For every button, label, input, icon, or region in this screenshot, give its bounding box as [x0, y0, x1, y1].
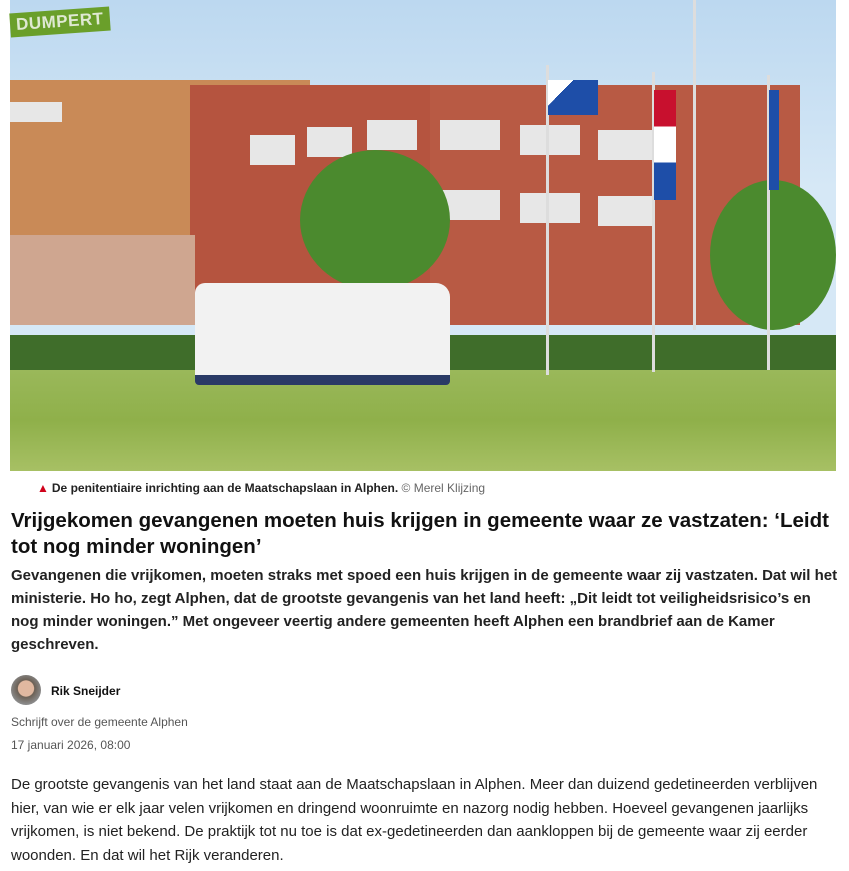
prison-van — [195, 283, 450, 385]
dumpert-logo[interactable]: DUMPERT — [9, 7, 110, 38]
window — [440, 120, 500, 150]
photo-credit: © Merel Klijzing — [401, 481, 486, 495]
caption-text: De penitentiaire inrichting aan de Maatschapslaan in Alphen. — [51, 481, 399, 495]
article-body: De grootste gevangenis van het land staat aan de Maatschapslaan in Alphen. Meer dan duizend gedetineerden verblijven hier, van wie er elk jaar velen vrijkomen en dringend woonruimte en nazorg nodig hebben. Hoeveel gevangenen jaarlijks vrijkomen, is niet bekend. De praktijk tot nu toe is dat ex-gedetineerden dan aankloppen bij de gemeente waar zij eerder woonden. En dat wil het Rijk veranderen. — [11, 776, 818, 864]
flag — [548, 80, 598, 115]
tree — [300, 150, 450, 290]
flag — [769, 90, 779, 190]
article-intro: Gevangenen die vrijkomen, moeten straks met spoed een huis krijgen in de gemeente waar zij vastzaten. Dat wil het ministerie. Ho ho, zegt Alphen, dat de grootste gevangenis van het land heeft: „Dit leidt tot veiligheidsrisico’s en nog minder woningen.” Met ongeveer veertig andere gemeenten heeft Alphen een brandbrief aan de Kamer geschreven. — [11, 567, 838, 653]
photo-caption — [37, 481, 485, 495]
article-photo — [10, 0, 836, 471]
grass-field — [10, 370, 836, 471]
author-beat: Schrijft over de gemeente Alphen — [11, 715, 188, 729]
triangle-up-icon: ▲ — [37, 481, 49, 495]
window — [250, 135, 295, 165]
window — [10, 102, 62, 122]
window — [307, 127, 352, 157]
window — [598, 196, 653, 226]
window — [520, 125, 580, 155]
article-title: Vrijgekomen gevangenen moeten huis krijgen in gemeente waar ze vastzaten: ‘Leidt tot nog minder woningen’ — [11, 509, 829, 558]
author-avatar[interactable] — [11, 675, 41, 705]
lamp-post — [693, 0, 696, 330]
publish-date: 17 januari 2026, 08:00 — [11, 738, 131, 752]
window — [520, 193, 580, 223]
wall — [10, 235, 195, 325]
tree — [710, 180, 836, 330]
author-name[interactable]: Rik Sneijder — [51, 684, 121, 698]
window — [598, 130, 653, 160]
window — [367, 120, 417, 150]
flag — [654, 90, 676, 200]
